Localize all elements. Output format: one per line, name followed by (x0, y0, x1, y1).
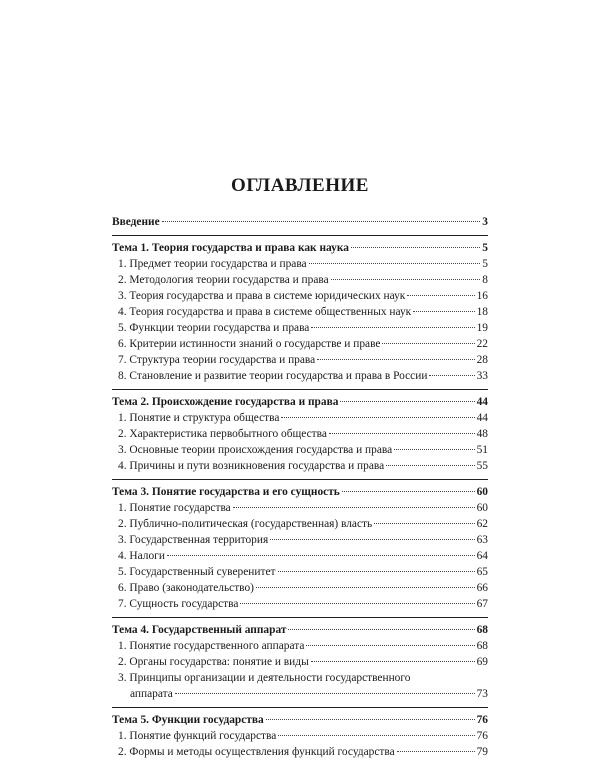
item-label: 2. Формы и методы осуществления функций государства (118, 746, 395, 758)
dot-leader (175, 693, 475, 694)
page-number: 8 (482, 274, 488, 286)
page-number: 16 (476, 290, 488, 302)
toc-item[interactable] (112, 352, 488, 368)
toc-item[interactable] (112, 288, 488, 304)
dot-leader (233, 507, 475, 508)
toc-topic-2[interactable] (112, 394, 488, 410)
dot-leader (413, 311, 474, 312)
dot-leader (311, 327, 474, 328)
dot-leader (167, 555, 475, 556)
dot-leader (317, 359, 474, 360)
page-number: 48 (476, 428, 488, 440)
item-label: 2. Органы государства: понятие и виды (118, 656, 309, 668)
item-label: 1. Понятие государства (118, 502, 231, 514)
page-number: 55 (476, 460, 488, 472)
dot-leader (270, 539, 474, 540)
dot-leader (407, 295, 474, 296)
page-number: 64 (476, 550, 488, 562)
page-number: 65 (476, 566, 488, 578)
page-number: 76 (476, 714, 488, 726)
page-number: 69 (476, 656, 488, 668)
page-number: 66 (476, 582, 488, 594)
toc-item[interactable] (112, 532, 488, 548)
dot-leader (278, 571, 475, 572)
toc-item[interactable] (112, 580, 488, 596)
toc-topic-3[interactable] (112, 484, 488, 500)
page-number: 76 (476, 730, 488, 742)
page-number: 44 (476, 396, 488, 408)
toc-item[interactable] (112, 304, 488, 320)
page-number: 5 (482, 258, 488, 270)
item-label: 4. Теория государства и права в системе общественных наук (118, 306, 412, 318)
toc-item[interactable] (112, 548, 488, 564)
item-label: 7. Структура теории государства и права (118, 354, 316, 366)
page-number: 51 (476, 444, 488, 456)
toc-item[interactable] (112, 336, 488, 352)
item-label: аппарата (130, 688, 173, 700)
section-divider (112, 617, 488, 618)
dot-leader (240, 603, 474, 604)
toc-item[interactable] (112, 368, 488, 384)
item-label: 5. Функции теории государства и права (118, 322, 310, 334)
item-label: 3. Основные теории происхождения государства и права (118, 444, 393, 456)
topic-label: Тема 3. Понятие государства и его сущность (112, 486, 340, 498)
item-label: 2. Характеристика первобытного общества (118, 428, 327, 440)
dot-leader (340, 401, 474, 402)
toc-item[interactable] (112, 320, 488, 336)
item-label: 3. Теория государства и права в системе юридических наук (118, 290, 406, 302)
page-number: 79 (476, 746, 488, 758)
toc-item-wrapped-second-line[interactable] (112, 686, 488, 702)
item-label: 5. Государственный суверенитет (118, 566, 276, 578)
page-number: 28 (476, 354, 488, 366)
topic-label: Тема 1. Теория государства и права как наука (112, 242, 349, 254)
dot-leader (342, 491, 475, 492)
toc-topic-1[interactable] (112, 240, 488, 256)
toc-item[interactable] (112, 638, 488, 654)
page-number: 22 (476, 338, 488, 350)
item-label: 4. Налоги (118, 550, 165, 562)
toc-item[interactable] (112, 744, 488, 760)
dot-leader (281, 417, 474, 418)
page-number: 73 (476, 688, 488, 700)
section-divider (112, 479, 488, 480)
dot-leader (162, 221, 481, 222)
dot-leader (374, 523, 474, 524)
toc-item[interactable] (112, 654, 488, 670)
toc-item[interactable] (112, 516, 488, 532)
item-label: 6. Критерии истинности знаний о государстве и праве (118, 338, 381, 350)
section-divider (112, 235, 488, 236)
item-label: 1. Понятие и структура общества (118, 412, 280, 424)
toc-item[interactable] (112, 500, 488, 516)
item-label: 4. Причины и пути возникновения государства и права (118, 460, 385, 472)
toc-item[interactable] (112, 458, 488, 474)
item-label: 2. Публично-политическая (государственная) власть (118, 518, 373, 530)
dot-leader (309, 263, 481, 264)
toc-item[interactable] (112, 410, 488, 426)
page-number: 18 (476, 306, 488, 318)
page-number: 63 (476, 534, 488, 546)
page-number: 62 (476, 518, 488, 530)
page-number: 5 (482, 242, 488, 254)
toc-item[interactable] (112, 256, 488, 272)
table-of-contents (112, 214, 488, 760)
toc-item[interactable] (112, 272, 488, 288)
dot-leader (397, 751, 475, 752)
toc-topic-5[interactable] (112, 712, 488, 728)
item-label: 3. Государственная территория (118, 534, 269, 546)
toc-item[interactable] (112, 728, 488, 744)
page-number: 68 (476, 624, 488, 636)
item-label: 2. Методология теории государства и права (118, 274, 329, 286)
dot-leader (306, 645, 474, 646)
toc-item[interactable] (112, 426, 488, 442)
dot-leader (331, 279, 481, 280)
dot-leader (386, 465, 474, 466)
toc-item-wrapped-first-line[interactable]: 3. Принципы организации и деятельности государственного (118, 672, 411, 684)
dot-leader (394, 449, 474, 450)
dot-leader (266, 719, 475, 720)
page-number: 67 (476, 598, 488, 610)
dot-leader (278, 735, 474, 736)
page-number: 68 (476, 640, 488, 652)
item-label: 1. Понятие государственного аппарата (118, 640, 305, 652)
page-number: 60 (476, 486, 488, 498)
page-number: 3 (482, 216, 488, 228)
item-label: 7. Сущность государства (118, 598, 239, 610)
topic-label: Тема 5. Функции государства (112, 714, 264, 726)
topic-label: Тема 4. Государственный аппарат (112, 624, 287, 636)
entry-label: Введение (112, 216, 160, 228)
page-number: 19 (476, 322, 488, 334)
dot-leader (429, 375, 474, 376)
dot-leader (288, 629, 474, 630)
dot-leader (256, 587, 475, 588)
item-label: 6. Право (законодательство) (118, 582, 254, 594)
page-number: 44 (476, 412, 488, 424)
toc-item[interactable] (112, 442, 488, 458)
toc-topic-4[interactable] (112, 622, 488, 638)
item-label: 8. Становление и развитие теории государства и права в России (118, 370, 428, 382)
page-number: 60 (476, 502, 488, 514)
toc-item[interactable] (112, 564, 488, 580)
page-title: ОГЛАВЛЕНИЕ (231, 175, 369, 196)
page-number: 33 (476, 370, 488, 382)
section-divider (112, 389, 488, 390)
dot-leader (382, 343, 474, 344)
toc-entry-intro[interactable] (112, 214, 488, 230)
section-divider (112, 707, 488, 708)
dot-leader (329, 433, 475, 434)
dot-leader (311, 661, 475, 662)
topic-label: Тема 2. Происхождение государства и права (112, 396, 339, 408)
item-label: 1. Предмет теории государства и права (118, 258, 307, 270)
toc-item[interactable] (112, 596, 488, 612)
dot-leader (351, 247, 480, 248)
item-label: 1. Понятие функций государства (118, 730, 277, 742)
